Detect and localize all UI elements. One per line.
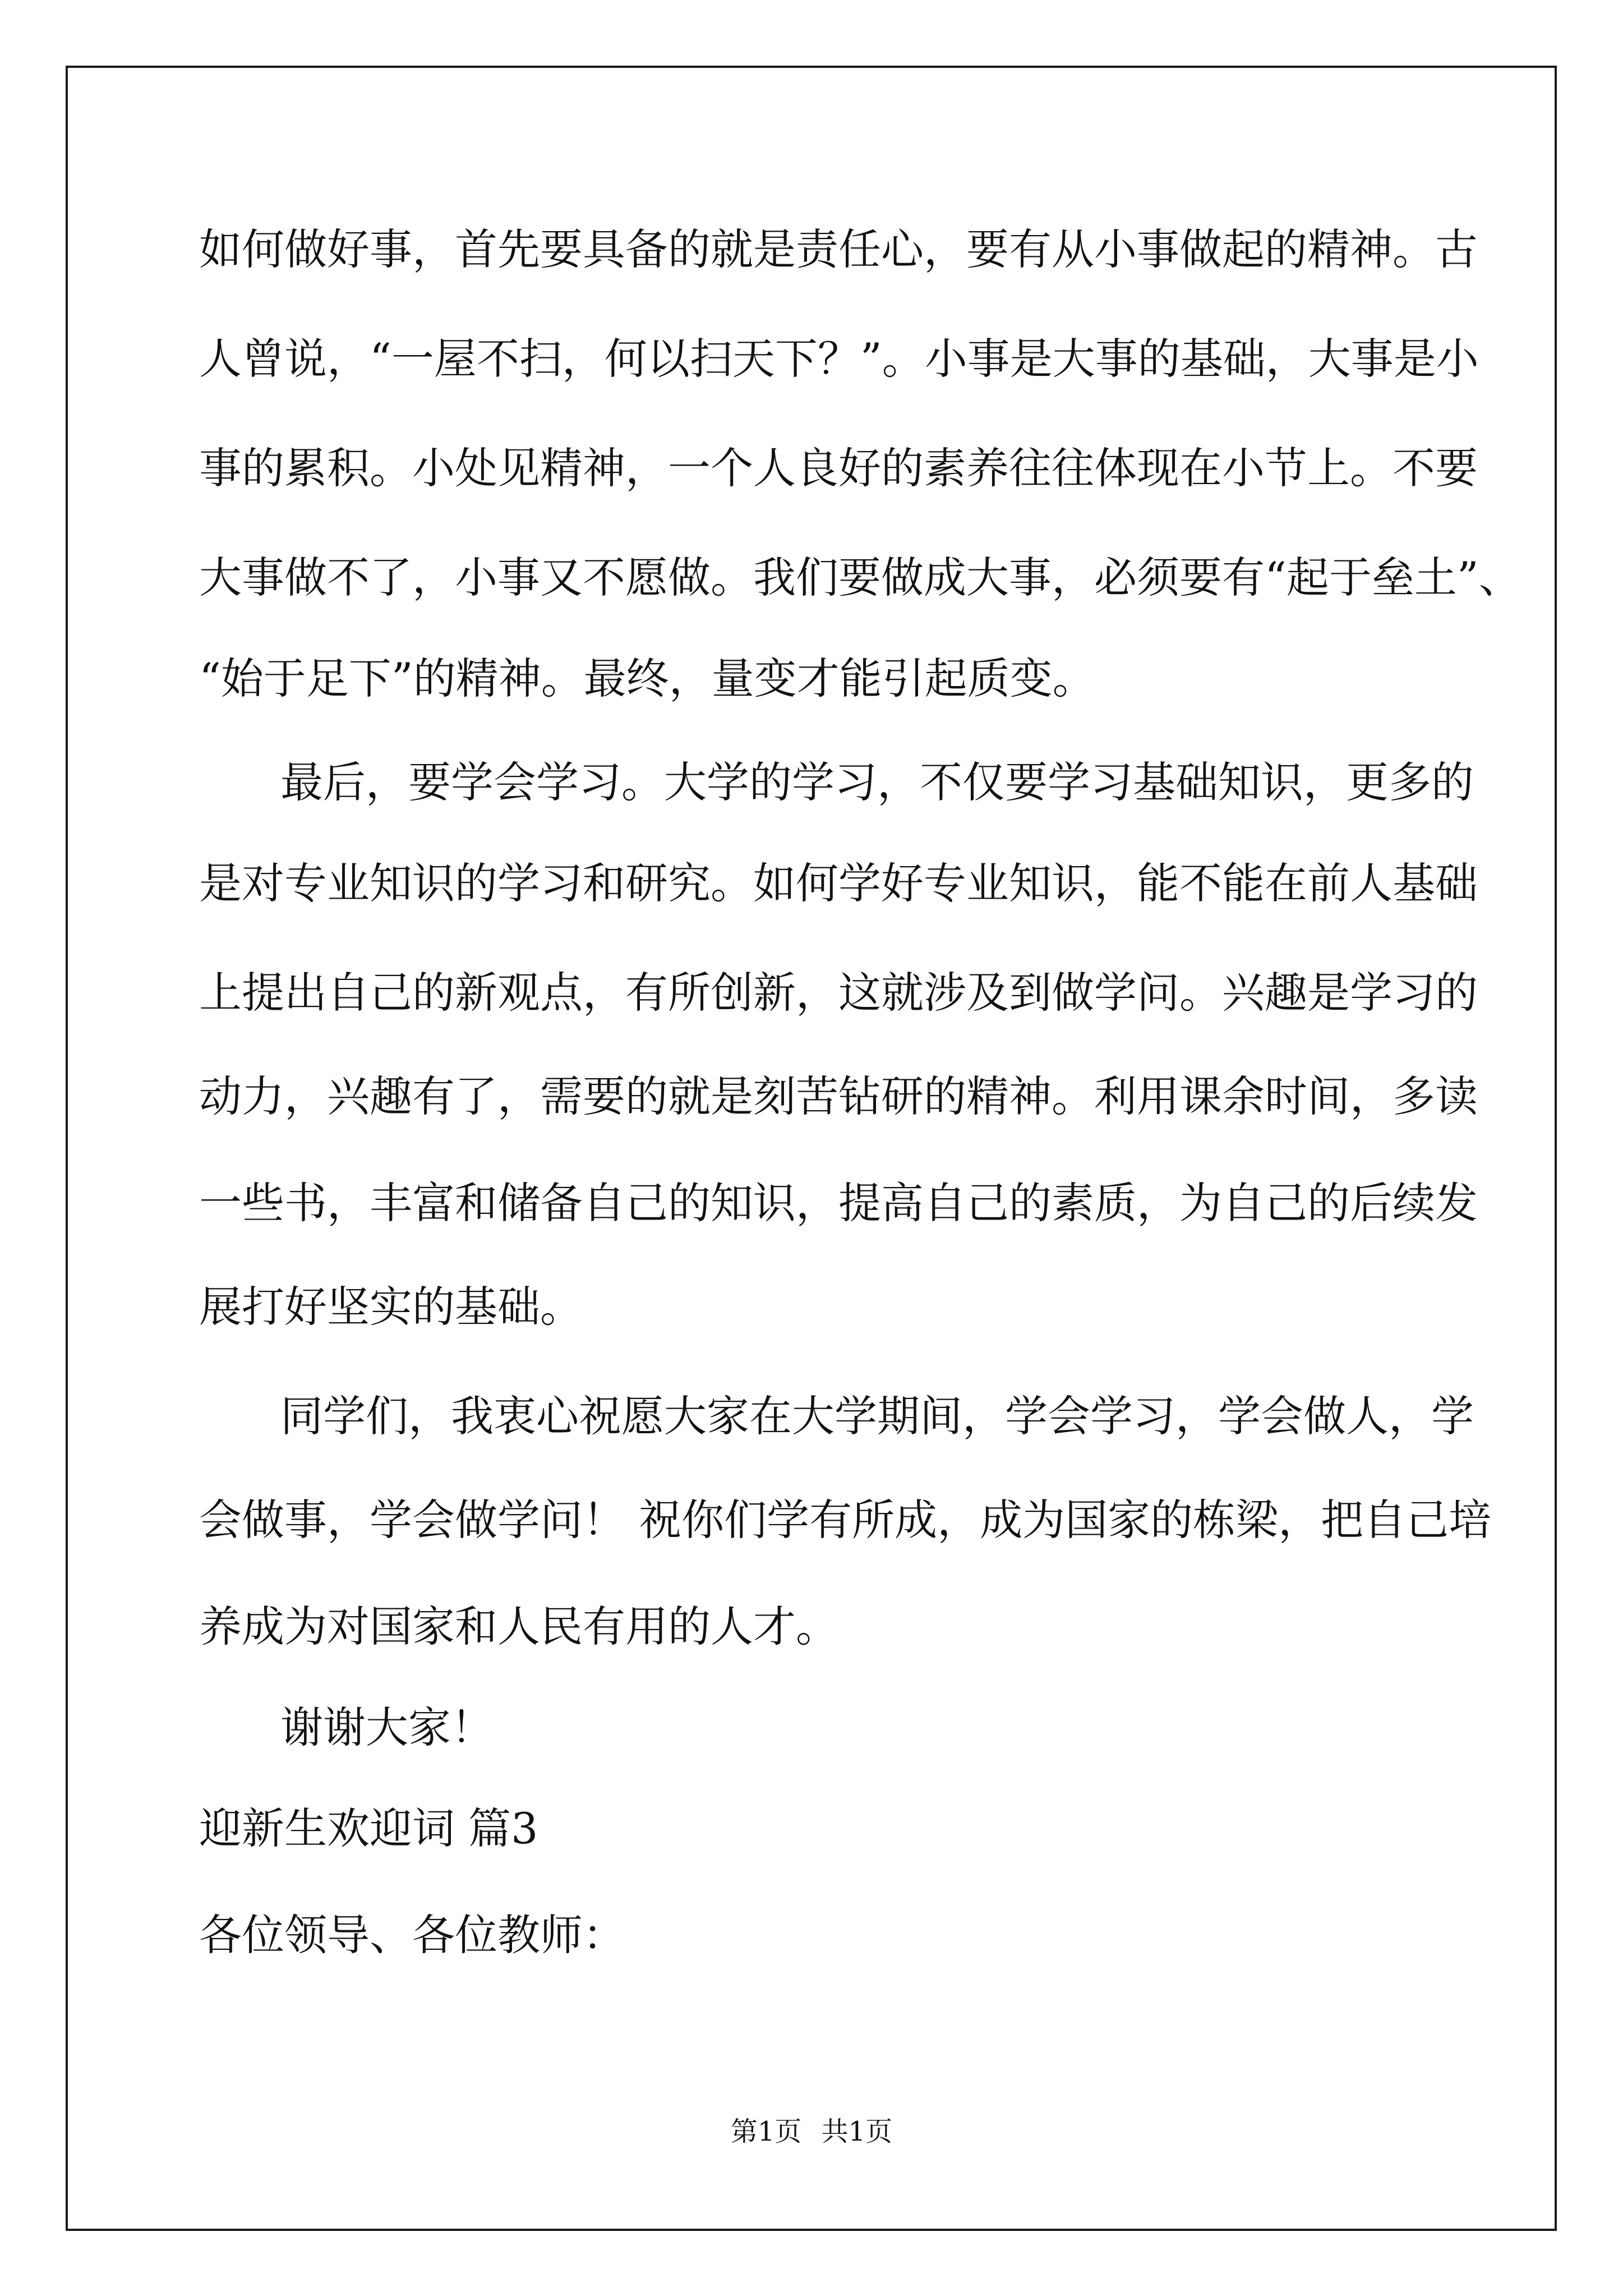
body-line: “始于足下”的精神。最终，量变才能引起质变。 (199, 654, 1095, 703)
body-line: 同学们，我衷心祝愿大家在大学期间，学会学习，学会做人，学 (280, 1391, 1474, 1441)
body-line: 会做事，学会做学问！ 祝你们学有所成，成为国家的栋梁，把自己培 (199, 1495, 1492, 1545)
page-footer (0, 2115, 1623, 2148)
body-line: 如何做好事，首先要具备的就是责任心，要有从小事做起的精神。古 (199, 224, 1478, 274)
body-line: 动力，兴趣有了，需要的就是刻苦钻研的精神。利用课余时间，多读 (199, 1071, 1478, 1121)
body-line: 展打好坚实的基础。 (199, 1282, 583, 1332)
body-line: 养成为对国家和人民有用的人才。 (199, 1602, 838, 1651)
body-line: 是对专业知识的学习和研究。如何学好专业知识，能不能在前人基础 (199, 858, 1478, 908)
body-line: 上提出自己的新观点，有所创新，这就涉及到做学问。兴趣是学习的 (199, 968, 1478, 1018)
page-total: 共1页 (821, 2116, 893, 2147)
body-line: 最后，要学会学习。大学的学习，不仅要学习基础知识，更多的 (280, 757, 1474, 807)
salutation: 各位领导、各位教师： (199, 1910, 625, 1960)
page-number: 第1页 (730, 2116, 802, 2147)
page-border (66, 66, 1557, 2231)
section-heading: 迎新生欢迎词 篇3 (199, 1803, 538, 1853)
body-line: 大事做不了，小事又不愿做。我们要做成大事，必须要有“起于垒土”、 (199, 553, 1521, 602)
closing-line: 谢谢大家！ (280, 1703, 494, 1752)
body-line: 一些书，丰富和储备自己的知识，提高自己的素质，为自己的后续发 (199, 1178, 1478, 1228)
body-line: 人曾说，“一屋不扫，何以扫天下？”。小事是大事的基础，大事是小 (199, 334, 1479, 384)
body-line: 事的累积。小处见精神，一个人良好的素养往往体现在小节上。不要 (199, 443, 1478, 493)
